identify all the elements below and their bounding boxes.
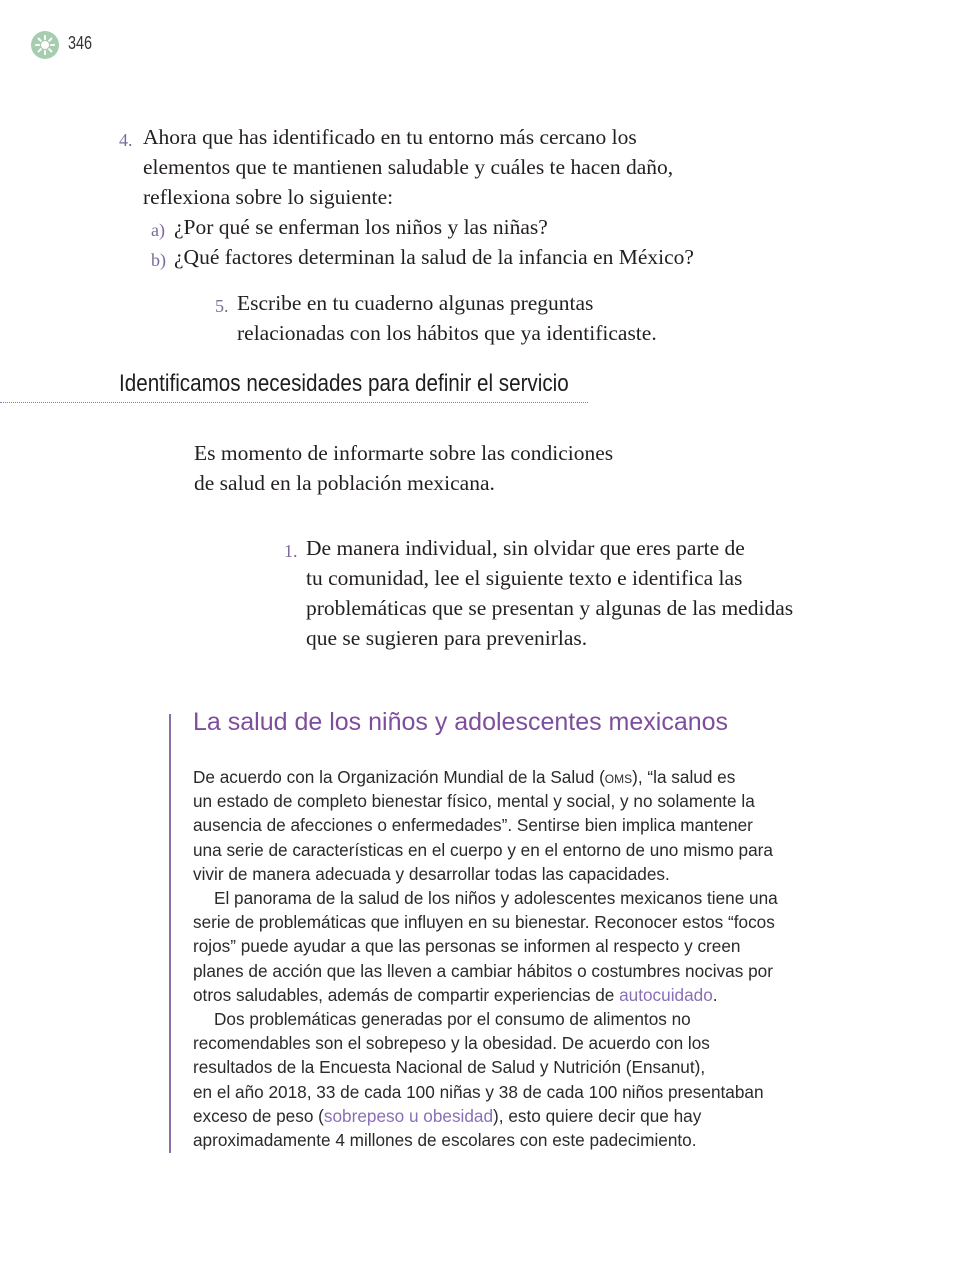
item-text-line: problemáticas que se presentan y algunas de las medidas [306,596,794,620]
reading-paragraph-1 [193,765,813,886]
glossary-term-sobrepeso[interactable]: sobrepeso u obesidad [323,1105,494,1126]
text-fragment: . [712,984,718,1005]
intro-line: Es momento de informarte sobre las condiciones [194,441,614,465]
reading-body [193,765,813,1152]
intro-line: de salud en la población mexicana. [194,471,495,495]
item-text-line: que se sugieren para prevenirlas. [306,626,588,650]
item-text-line: De manera individual, sin olvidar que eres parte de [306,536,745,560]
subitem-text-a: ¿Por qué se enferman los niños y las niñas? [174,215,548,239]
abbreviation-oms: oms [604,767,633,787]
text-line: serie de problemáticas que influyen en su bienestar. Reconocer estos “focos [193,912,775,933]
text-line: ausencia de afecciones o enfermedades”. Sentirse bien implica mantener [193,815,753,836]
section-divider [0,402,588,403]
text-line: rojos” puede ayudar a que las personas se informen al respecto y creen [193,936,741,957]
subitem-letter-b: b) [151,250,166,270]
reading-title: La salud de los niños y adolescentes mexicanos [193,708,729,736]
text-line: vivir de manera adecuada y desarrollar todas las capacidades. [193,863,670,884]
text-line [193,983,813,1007]
text-fragment: ), “la salud es [632,767,736,787]
text-line: recomendables son el sobrepeso y la obesidad. De acuerdo con los [193,1033,710,1054]
text-line: El panorama de la salud de los niños y adolescentes mexicanos tiene una [214,888,778,909]
item-text-line: relacionadas con los hábitos que ya identificaste. [237,321,657,345]
text-line: en el año 2018, 33 de cada 100 niñas y 38 de cada 100 niños presentaban [193,1081,764,1102]
page-number: 346 [68,33,93,53]
subitem-text-b: ¿Qué factores determinan la salud de la infancia en México? [174,245,694,269]
text-line [193,1104,813,1128]
glossary-term-autocuidado[interactable]: autocuidado [619,984,713,1005]
subitem-letter-a: a) [151,220,165,240]
text-line: aproximadamente 4 millones de escolares con este padecimiento. [193,1130,697,1151]
text-line: Dos problemáticas generadas por el consumo de alimentos no [214,1009,691,1030]
text-line [193,765,813,789]
reading-paragraph-2 [193,886,813,1007]
text-line: planes de acción que las lleven a cambiar hábitos o costumbres nocivas por [193,960,773,981]
text-fragment: exceso de peso ( [193,1105,324,1126]
text-line: un estado de completo bienestar físico, mental y social, y no solamente la [193,791,755,812]
item-text-line: elementos que te mantienen saludable y cuáles te hacen daño, [143,155,674,179]
item-number: 5. [215,296,229,316]
item-text-line: Ahora que has identificado en tu entorno más cercano los [143,125,637,149]
text-line: una serie de características en el cuerpo y en el entorno de uno mismo para [193,839,773,860]
item-number: 1. [284,541,298,561]
item-text-line: Escribe en tu cuaderno algunas preguntas [237,291,594,315]
section-heading: Identificamos necesidades para definir el servicio [119,370,569,397]
item-text-line: reflexiona sobre lo siguiente: [143,185,394,209]
item-number: 4. [119,130,133,150]
text-fragment: otros saludables, además de compartir experiencias de [193,984,620,1005]
sun-gear-icon [31,31,59,59]
text-line: resultados de la Encuesta Nacional de Salud y Nutrición (Ensanut), [193,1057,706,1078]
reading-paragraph-3 [193,1007,813,1152]
text-fragment: De acuerdo con la Organización Mundial de la Salud ( [193,767,605,787]
item-text-line: tu comunidad, lee el siguiente texto e identifica las [306,566,743,590]
text-fragment: ), esto quiere decir que hay [493,1105,702,1126]
reading-accent-bar [169,714,171,1153]
